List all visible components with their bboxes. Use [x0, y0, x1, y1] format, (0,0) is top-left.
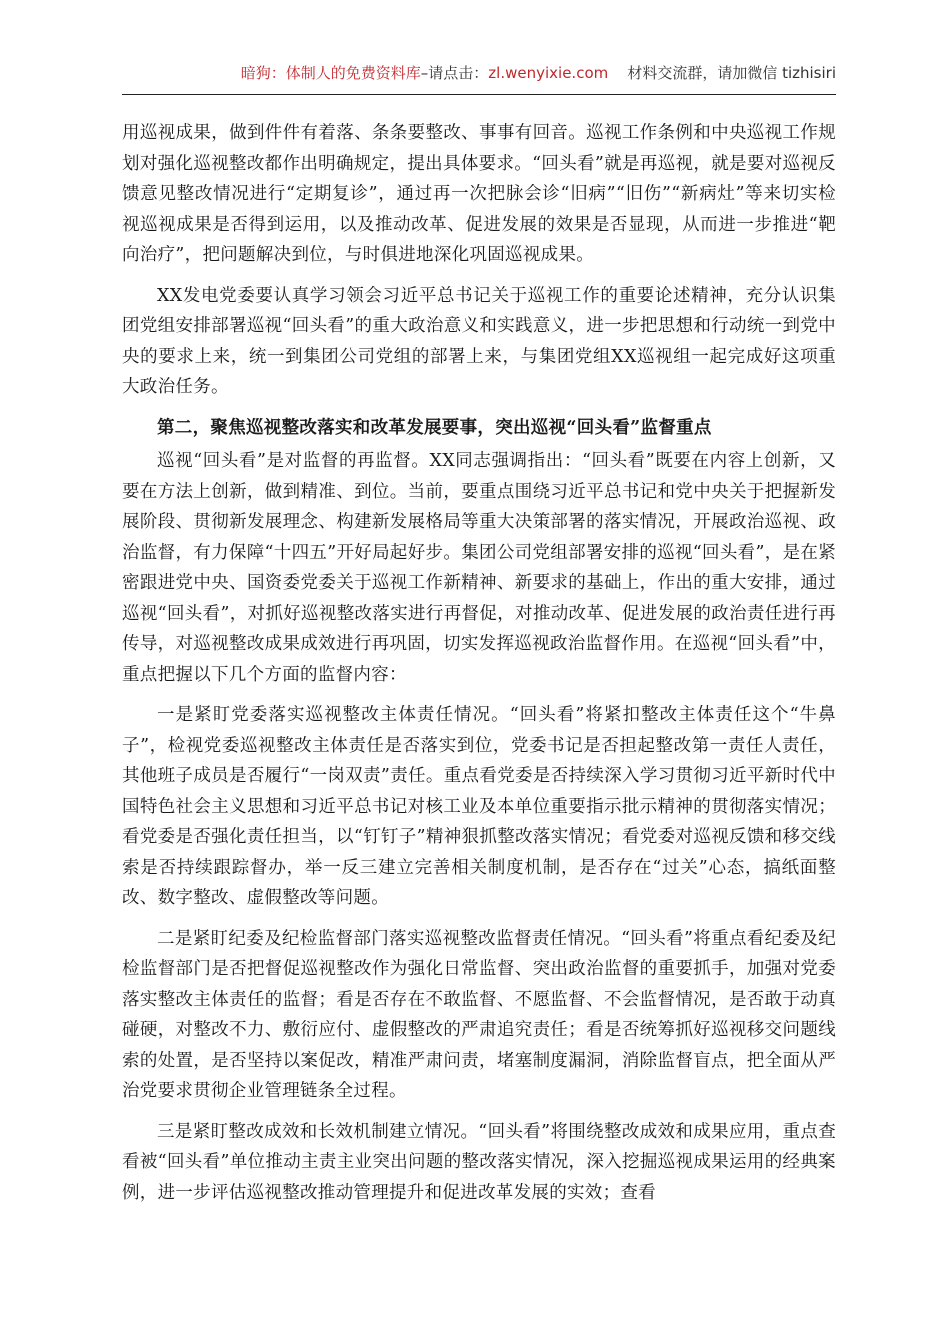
header-site-name: 暗狗：体制人的免费资料库	[240, 64, 421, 82]
paragraph-point-one: 一是紧盯党委落实巡视整改主体责任情况。“回头看”将紧扣整改主体责任这个“牛鼻子”，检视党委巡视整改主体责任是否落实到位，党委书记是否担起整改第一责任人责任，其他班子成员是否履行“一岗双责”责任。重点看党委是否持续深入学习贯彻习近平新时代中国特色社会主义思想和习近平总书记对核工业及本单位重要指示批示精神的贯彻落实情况；看党委是否强化责任担当，以“钉钉子”精神狠抓整改落实情况；看党委对巡视反馈和移交线索是否持续跟踪督办，举一反三建立完善相关制度机制，是否存在“过关”心态，搞纸面整改、数字整改、虚假整改等问题。	[122, 705, 836, 908]
document-body	[122, 118, 836, 1218]
paragraph-party-committee: XX发电党委要认真学习领会习近平总书记关于巡视工作的重要论述精神，充分认识集团党组安排部署巡视“回头看”的重大政治意义和实践意义，进一步把思想和行动统一到党中央的要求上来，统一到集团公司党组的部署上来，与集团党组XX巡视组一起完成好这项重大政治任务。	[122, 285, 836, 397]
paragraph-continuation: 用巡视成果，做到件件有着落、条条要整改、事事有回音。巡视工作条例和中央巡视工作规划对强化巡视整改都作出明确规定，提出具体要求。“回头看”就是再巡视，就是要对巡视反馈意见整改情况进行“定期复诊”，通过再一次把脉会诊“旧病”“旧伤”“新病灶”等来切实检视巡视成果是否得到运用，以及推动改革、促进发展的效果是否显现，从而进一步推进“靶向治疗”，把问题解决到位，与时俱进地深化巩固巡视成果。	[122, 123, 836, 265]
section-heading-second: 第二，聚焦巡视整改落实和改革发展要事，突出巡视“回头看”监督重点	[157, 417, 712, 438]
paragraph-point-two: 二是紧盯纪委及纪检监督部门落实巡视整改监督责任情况。“回头看”将重点看纪委及纪检监督部门是否把督促巡视整改作为强化日常监督、突出政治监督的重要抓手，加强对党委落实整改主体责任的监督；看是否存在不敢监督、不愿监督、不会监督情况，是否敢于动真碰硬，对整改不力、敷衍应付、虚假整改的严肃追究责任；看是否统筹抓好巡视移交问题线索的处置，是否坚持以案促改，精准严肃问责，堵塞制度漏洞，消除监督盲点，把全面从严治党要求贯彻企业管理链条全过程。	[122, 928, 836, 1101]
header-url-link[interactable]: zl.wenyixie.com	[488, 64, 609, 82]
header-wechat-text: 材料交流群，请加微信 tizhisiri	[627, 64, 836, 82]
page-header	[122, 58, 836, 95]
paragraph-supervision: 巡视“回头看”是对监督的再监督。XX同志强调指出：“回头看”既要在内容上创新，又要在方法上创新，做到精准、到位。当前，要重点围绕习近平总书记和党中央关于把握新发展阶段、贯彻新发展理念、构建新发展格局等重大决策部署的落实情况，开展政治巡视、政治监督，有力保障“十四五”开好局起好步。集团公司党组部署安排的巡视“回头看”，是在紧密跟进党中央、国资委党委关于巡视工作新精神、新要求的基础上，作出的重大安排，通过巡视“回头看”，对抓好巡视整改落实进行再督促，对推动改革、促进发展的政治责任进行再传导，对巡视整改成果成效进行再巩固，切实发挥巡视政治监督作用。在巡视“回头看”中，重点把握以下几个方面的监督内容：	[122, 451, 836, 685]
paragraph-point-three: 三是紧盯整改成效和长效机制建立情况。“回头看”将围绕整改成效和成果应用，重点查看被“回头看”单位推动主责主业突出问题的整改落实情况，深入挖掘巡视成果运用的经典案例，进一步评估巡视整改推动管理提升和促进改革发展的实效；查看	[122, 1121, 836, 1203]
header-click-prompt: –请点击：	[420, 64, 489, 82]
